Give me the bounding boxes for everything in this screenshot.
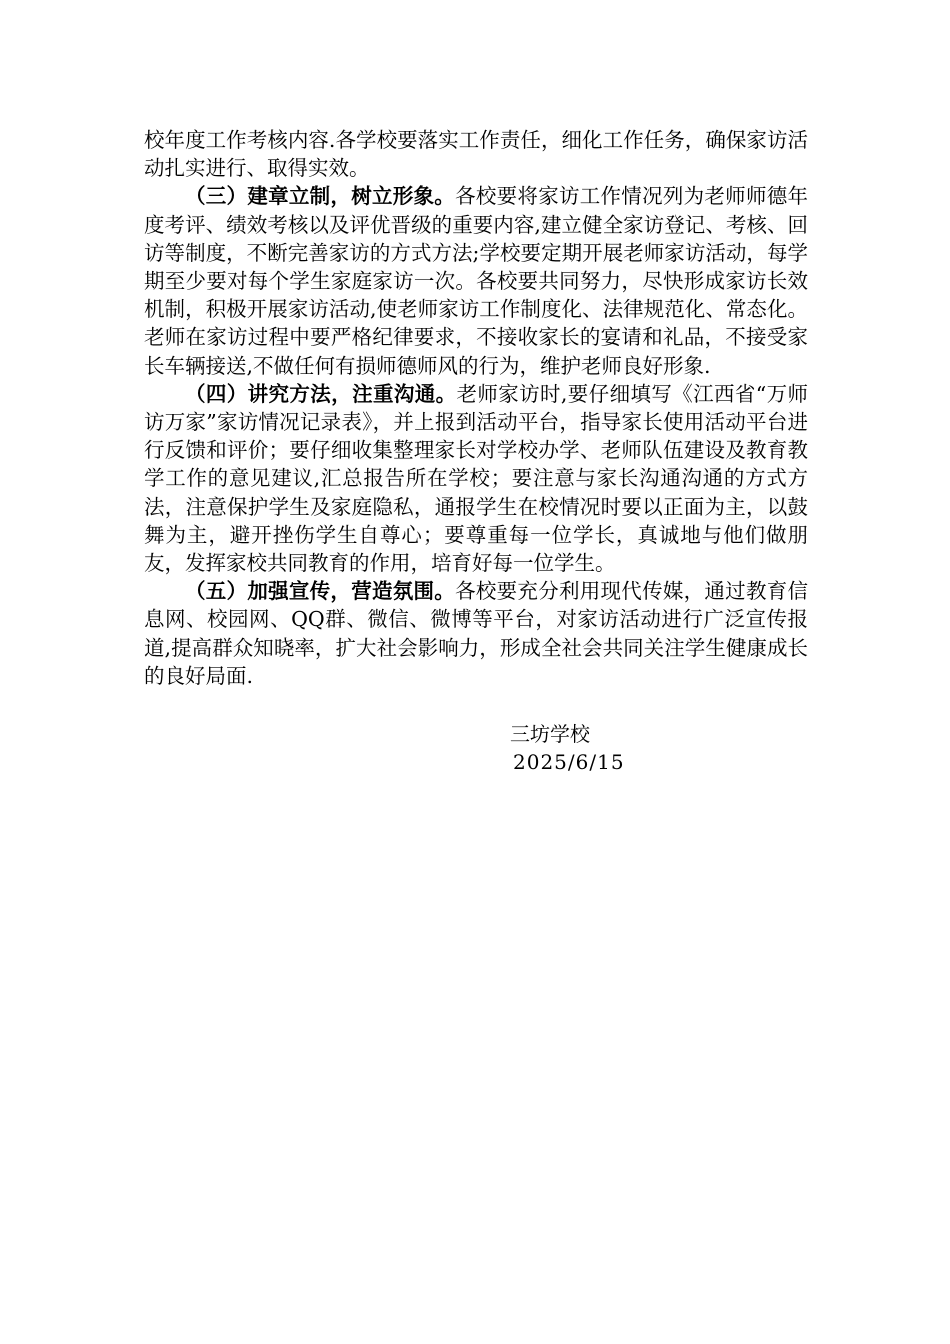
paragraph-continuation [144,126,808,182]
paragraph-section-4 [144,380,808,577]
paragraph-text: 老师家访时,要仔细填写《江西省“万师访万家”家访情况记录表》，并上报到活动平台，指导家长使用活动平台进行反馈和评价；要仔细收集整理家长对学校办学、老师队伍建设及教育教学工作的意见建议,汇总报告所在学校；要注意与家长沟通沟通的方式方法，注意保护学生及家庭隐私，通报学生在校情况时要以正面为主，以鼓舞为主，避开挫伤学生自尊心；要尊重每一位学长，真诚地与他们做朋友，发挥家校共同教育的作用，培育好每一位学生。 [144,381,808,576]
section-heading: （三）建章立制，树立形象。 [185,184,456,209]
document-body [144,126,808,690]
paragraph-text: 各校要充分利用现代传媒，通过教育信息网、校园网、QQ群、微信、微博等平台，对家访活动进行广泛宣传报道,提高群众知晓率，扩大社会影响力，形成全社会共同关注学生健康成长的良好局面. [144,579,809,688]
signature-date: 2025/6/15 [513,750,625,774]
signature-organization: 三坊学校 [510,722,590,746]
paragraph-section-5 [144,577,808,690]
paragraph-section-3 [144,182,808,379]
section-heading: （五）加强宣传，营造氛围。 [185,579,456,604]
paragraph-text: 各校要将家访工作情况列为老师师德年度考评、绩效考核以及评优晋级的重要内容,建立健全家访登记、考核、回访等制度，不断完善家访的方式方法;学校要定期开展老师家访活动，每学期至少要对每个学生家庭家访一次。各校要共同努力，尽快形成家访长效机制，积极开展家访活动,使老师家访工作制度化、法律规范化、常态化。老师在家访过程中要严格纪律要求，不接收家长的宴请和礼品，不接受家长车辆接送,不做任何有损师德师风的行为，维护老师良好形象. [144,184,809,378]
section-heading: （四）讲究方法，注重沟通。 [185,381,457,406]
paragraph-text: 校年度工作考核内容.各学校要落实工作责任，细化工作任务，确保家访活动扎实进行、取得实效。 [144,128,808,181]
signature-block [510,720,625,776]
